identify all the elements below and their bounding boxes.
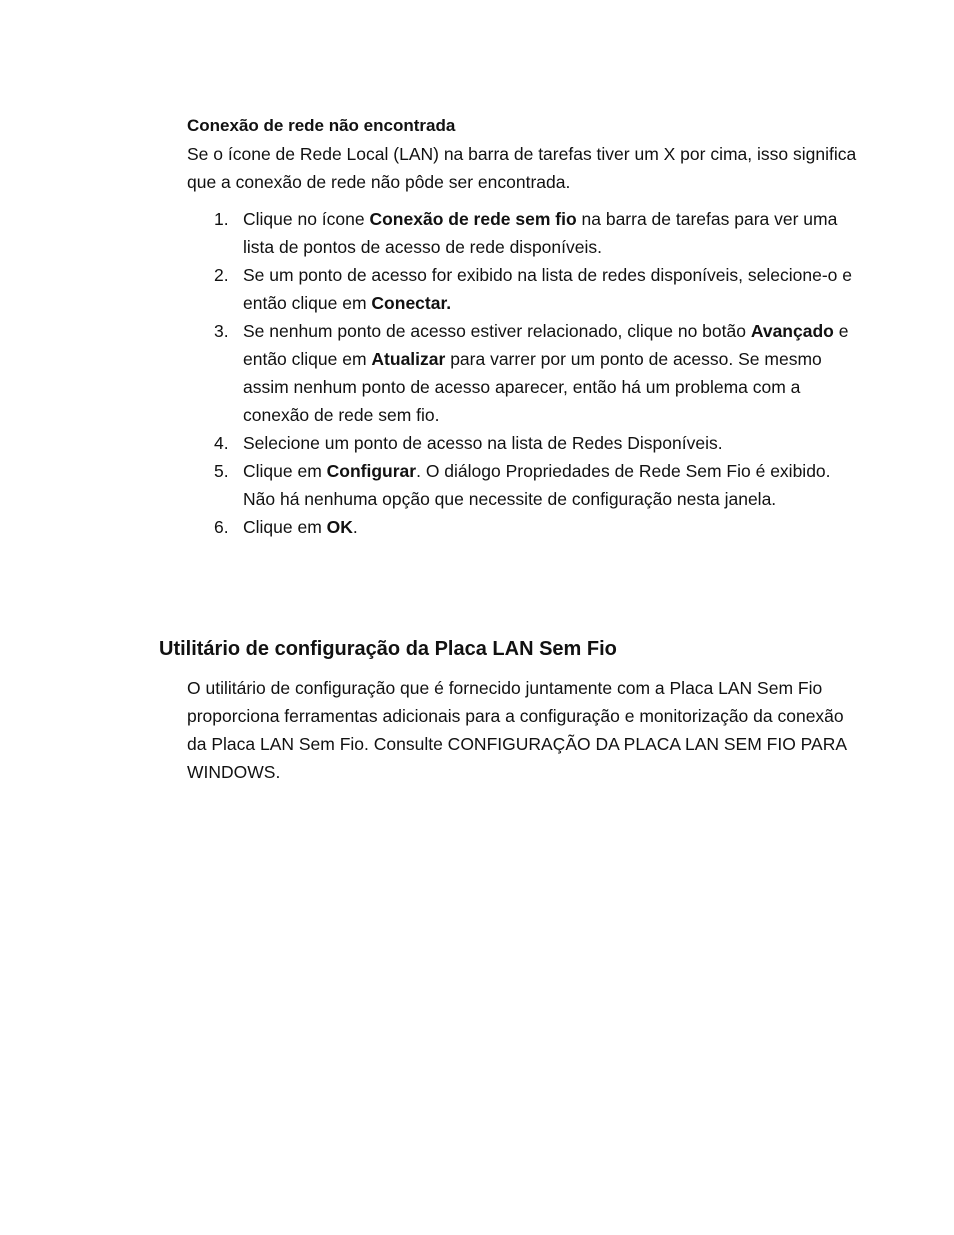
step-bold-text: OK: [326, 517, 353, 537]
step-number: 6.: [214, 517, 229, 537]
step-number: 3.: [214, 321, 229, 341]
step-number: 4.: [214, 433, 229, 453]
step-text: para varrer por um ponto de acesso. Se mesmo assim nenhum ponto de acesso aparecer, então há um problema com a conexão de rede sem fio.: [243, 349, 822, 425]
step-text: Clique em: [243, 461, 327, 481]
step-item: [187, 457, 857, 513]
step-text: Se um ponto de acesso for exibido na lista de redes disponíveis, selecione-o e então clique em: [243, 265, 852, 313]
troubleshoot-steps-list: [187, 205, 857, 541]
network-not-found-intro: Se o ícone de Rede Local (LAN) na barra de tarefas tiver um X por cima, isso significa que a conexão de rede não pôde ser encontrada.: [187, 144, 857, 192]
step-item: [187, 261, 857, 317]
step-number: 1.: [214, 209, 229, 229]
utility-section-body: O utilitário de configuração que é fornecido juntamente com a Placa LAN Sem Fio proporciona ferramentas adicionais para a configuração e monitorização da conexão da Placa LAN Sem Fio. Consulte CONFIGURAÇÃO DA PLACA LAN SEM FIO PARA WINDOWS.: [187, 678, 847, 782]
step-text: . O diálogo Propriedades de Rede Sem Fio é exibido. Não há nenhuma opção que necessite de configuração nesta janela.: [243, 461, 831, 509]
step-text: Clique no ícone: [243, 209, 370, 229]
step-item: [187, 205, 857, 261]
step-text: e então clique em: [243, 321, 849, 369]
step-bold-text: Atualizar: [371, 349, 446, 369]
step-bold-text: Configurar: [326, 461, 417, 481]
step-text: na barra de tarefas para ver uma lista de pontos de acesso de rede disponíveis.: [243, 209, 838, 257]
step-number: 5.: [214, 461, 229, 481]
step-text: .: [352, 517, 358, 537]
utility-section-heading: Utilitário de configuração da Placa LAN Sem Fio: [159, 638, 617, 660]
step-item: [187, 513, 857, 541]
step-bold-text: Conectar.: [371, 293, 452, 313]
step-text: Se nenhum ponto de acesso estiver relacionado, clique no botão: [243, 321, 751, 341]
step-text: Selecione um ponto de acesso na lista de Redes Disponíveis.: [243, 433, 723, 453]
step-text: Clique em: [243, 517, 327, 537]
network-not-found-heading: Conexão de rede não encontrada: [187, 116, 456, 135]
step-number: 2.: [214, 265, 229, 285]
step-item: [187, 429, 857, 457]
step-bold-text: Avançado: [750, 321, 834, 341]
step-bold-text: Conexão de rede sem fio: [369, 209, 577, 229]
step-item: [187, 317, 857, 429]
